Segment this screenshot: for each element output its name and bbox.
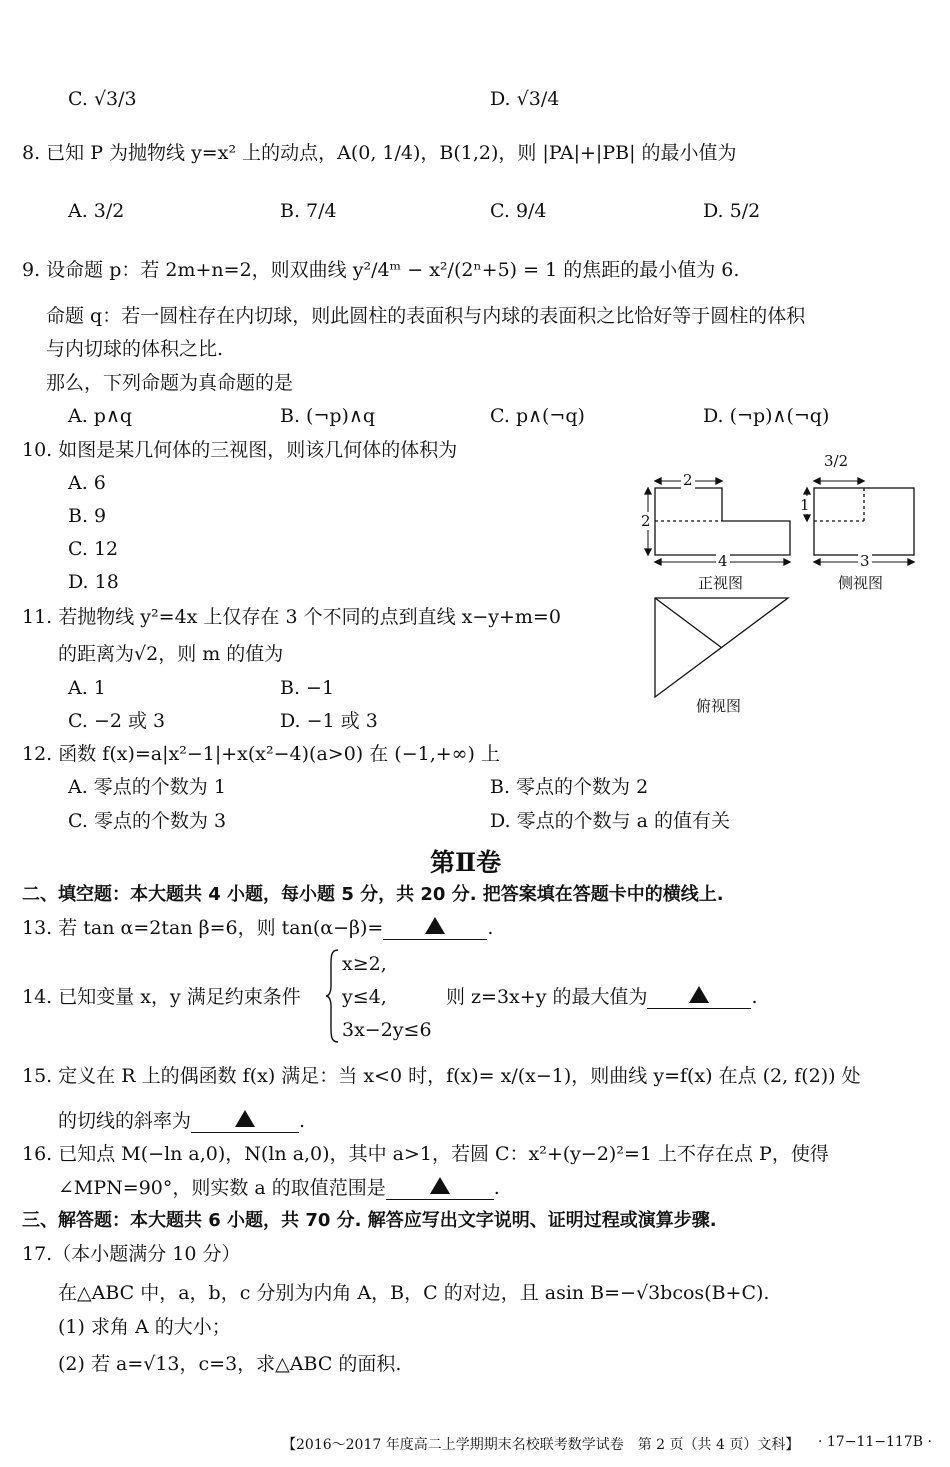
q7-option-d: D. √3/4 <box>490 88 560 110</box>
q15-answer-blank <box>191 1106 299 1133</box>
q14-answer-blank <box>647 982 751 1009</box>
top-view <box>655 598 788 697</box>
triangle-icon <box>235 1110 255 1127</box>
q10-option-d: D. 18 <box>68 571 119 593</box>
footer-exam-info: 【2016～2017 年度高二上学期期末名校联考数学试卷 第 2 页（共 4 页）文科】 <box>282 1437 800 1453</box>
q12-option-d: D. 零点的个数与 a 的值有关 <box>490 810 731 832</box>
q8-option-c: C. 9/4 <box>490 200 547 222</box>
q13-text: 13. 若 tan α=2tan β=6，则 tan(α−β)= <box>22 917 384 939</box>
q10-option-b: B. 9 <box>68 505 107 527</box>
q10-stem: 10. 如图是某几何体的三视图，则该几何体的体积为 <box>22 439 458 461</box>
q16-line2 <box>58 1175 500 1202</box>
q9-stem: 9. 设命题 p：若 2m+n=2，则双曲线 y²/4ᵐ − x²/(2ⁿ+5) = 1 的焦距的最小值为 6. <box>22 259 740 281</box>
q15-end: . <box>299 1110 306 1132</box>
q16-line2-text: ∠MPN=90°，则实数 a 的取值范围是 <box>58 1177 386 1199</box>
q11-option-a: A. 1 <box>68 677 106 699</box>
q9-option-c: C. p∧(¬q) <box>490 405 585 427</box>
front-dim-left: 2 <box>641 512 651 530</box>
front-dim-top: 2 <box>683 471 693 489</box>
q14-end: . <box>751 986 758 1008</box>
top-view-caption: 俯视图 <box>696 697 742 715</box>
footer-code: · 17−11−117B · <box>818 1434 932 1450</box>
q12-stem: 12. 函数 f(x)=a|x²−1|+x(x²−4)(a>0) 在 (−1,+∞) 上 <box>22 743 500 765</box>
q12-option-a: A. 零点的个数为 1 <box>68 776 226 798</box>
three-view-drawing <box>640 450 930 730</box>
q8-option-d: D. 5/2 <box>703 200 761 222</box>
front-dim-bottom: 4 <box>718 552 728 570</box>
q14-brace <box>325 948 339 1044</box>
q8-option-b: B. 7/4 <box>280 200 337 222</box>
q14-constraint-1: x≥2, <box>342 953 387 975</box>
q17-title: 17.（本小题满分 10 分） <box>22 1243 241 1265</box>
q8-option-a: A. 3/2 <box>68 200 125 222</box>
triangle-icon <box>430 1177 450 1194</box>
q14-right-text: 则 z=3x+y 的最大值为 <box>446 986 648 1008</box>
q11-option-b: B. −1 <box>280 677 335 699</box>
section3-header: 三、解答题：本大题共 6 小题，共 70 分. 解答应写出文字说明、证明过程或演算步骤. <box>22 1210 717 1231</box>
q9-option-d: D. (¬p)∧(¬q) <box>703 405 830 427</box>
front-view-caption: 正视图 <box>698 574 744 592</box>
q9-option-b: B. (¬p)∧q <box>280 405 376 427</box>
part2-title: 第Ⅱ卷 <box>430 848 502 877</box>
q13-answer-blank <box>383 913 487 940</box>
side-view-caption: 侧视图 <box>838 574 884 592</box>
q7-option-c: C. √3/3 <box>68 88 137 110</box>
q11-line1: 11. 若抛物线 y²=4x 上仅存在 3 个不同的点到直线 x−y+m=0 <box>22 606 561 628</box>
q8-stem: 8. 已知 P 为抛物线 y=x² 上的动点，A(0, 1/4)，B(1,2)，则 |PA|+|PB| 的最小值为 <box>22 142 737 164</box>
q12-option-c: C. 零点的个数为 3 <box>68 810 227 832</box>
q14-constraint-3: 3x−2y≤6 <box>342 1019 432 1041</box>
q10-option-a: A. 6 <box>68 472 106 494</box>
q17-line1: 在△ABC 中，a，b，c 分别为内角 A，B，C 的对边，且 asin B=−√3bcos(B+C). <box>58 1282 770 1304</box>
triangle-icon <box>689 986 709 1003</box>
q9-proposition-q-line2: 与内切球的体积之比. <box>46 338 224 360</box>
q17-part1: (1) 求角 A 的大小； <box>58 1316 231 1338</box>
triangle-icon <box>425 917 445 934</box>
section2-header: 二、填空题：本大题共 4 小题，每小题 5 分，共 20 分. 把答案填在答题卡中的横线上. <box>22 884 724 905</box>
q16-end: . <box>493 1177 500 1199</box>
q16-answer-blank <box>386 1173 494 1200</box>
q17-part2: (2) 若 a=√13，c=3，求△ABC 的面积. <box>58 1353 402 1375</box>
q15-line1: 15. 定义在 R 上的偶函数 f(x) 满足：当 x<0 时，f(x)= x/(x−1)，则曲线 y=f(x) 在点 (2, f(2)) 处 <box>22 1065 861 1087</box>
q11-line2: 的距离为√2，则 m 的值为 <box>58 643 284 665</box>
q9-option-a: A. p∧q <box>68 405 133 427</box>
q12-option-b: B. 零点的个数为 2 <box>490 776 649 798</box>
q13-end: . <box>487 917 494 939</box>
q11-option-d: D. −1 或 3 <box>280 710 378 732</box>
q13 <box>22 915 493 942</box>
q9-ask: 那么，下列命题为真命题的是 <box>46 372 294 394</box>
q9-proposition-q-line1: 命题 q：若一圆柱存在内切球，则此圆柱的表面积与内球的表面积之比恰好等于圆柱的体积 <box>46 305 806 327</box>
q14-right <box>446 984 758 1011</box>
side-dim-left: 1 <box>800 496 810 514</box>
q10-option-c: C. 12 <box>68 538 119 560</box>
q14-left: 14. 已知变量 x，y 满足约束条件 <box>22 986 301 1008</box>
q11-option-c: C. −2 或 3 <box>68 710 166 732</box>
side-dim-bottom: 3 <box>860 552 870 570</box>
q16-line1: 16. 已知点 M(−ln a,0)，N(ln a,0)，其中 a>1，若圆 C：x²+(y−2)²=1 上不存在点 P，使得 <box>22 1143 829 1165</box>
q15-line2-text: 的切线的斜率为 <box>58 1110 192 1132</box>
q14-constraint-2: y≤4, <box>342 986 387 1008</box>
side-dim-top: 3/2 <box>824 452 849 470</box>
q15-line2 <box>58 1108 305 1135</box>
